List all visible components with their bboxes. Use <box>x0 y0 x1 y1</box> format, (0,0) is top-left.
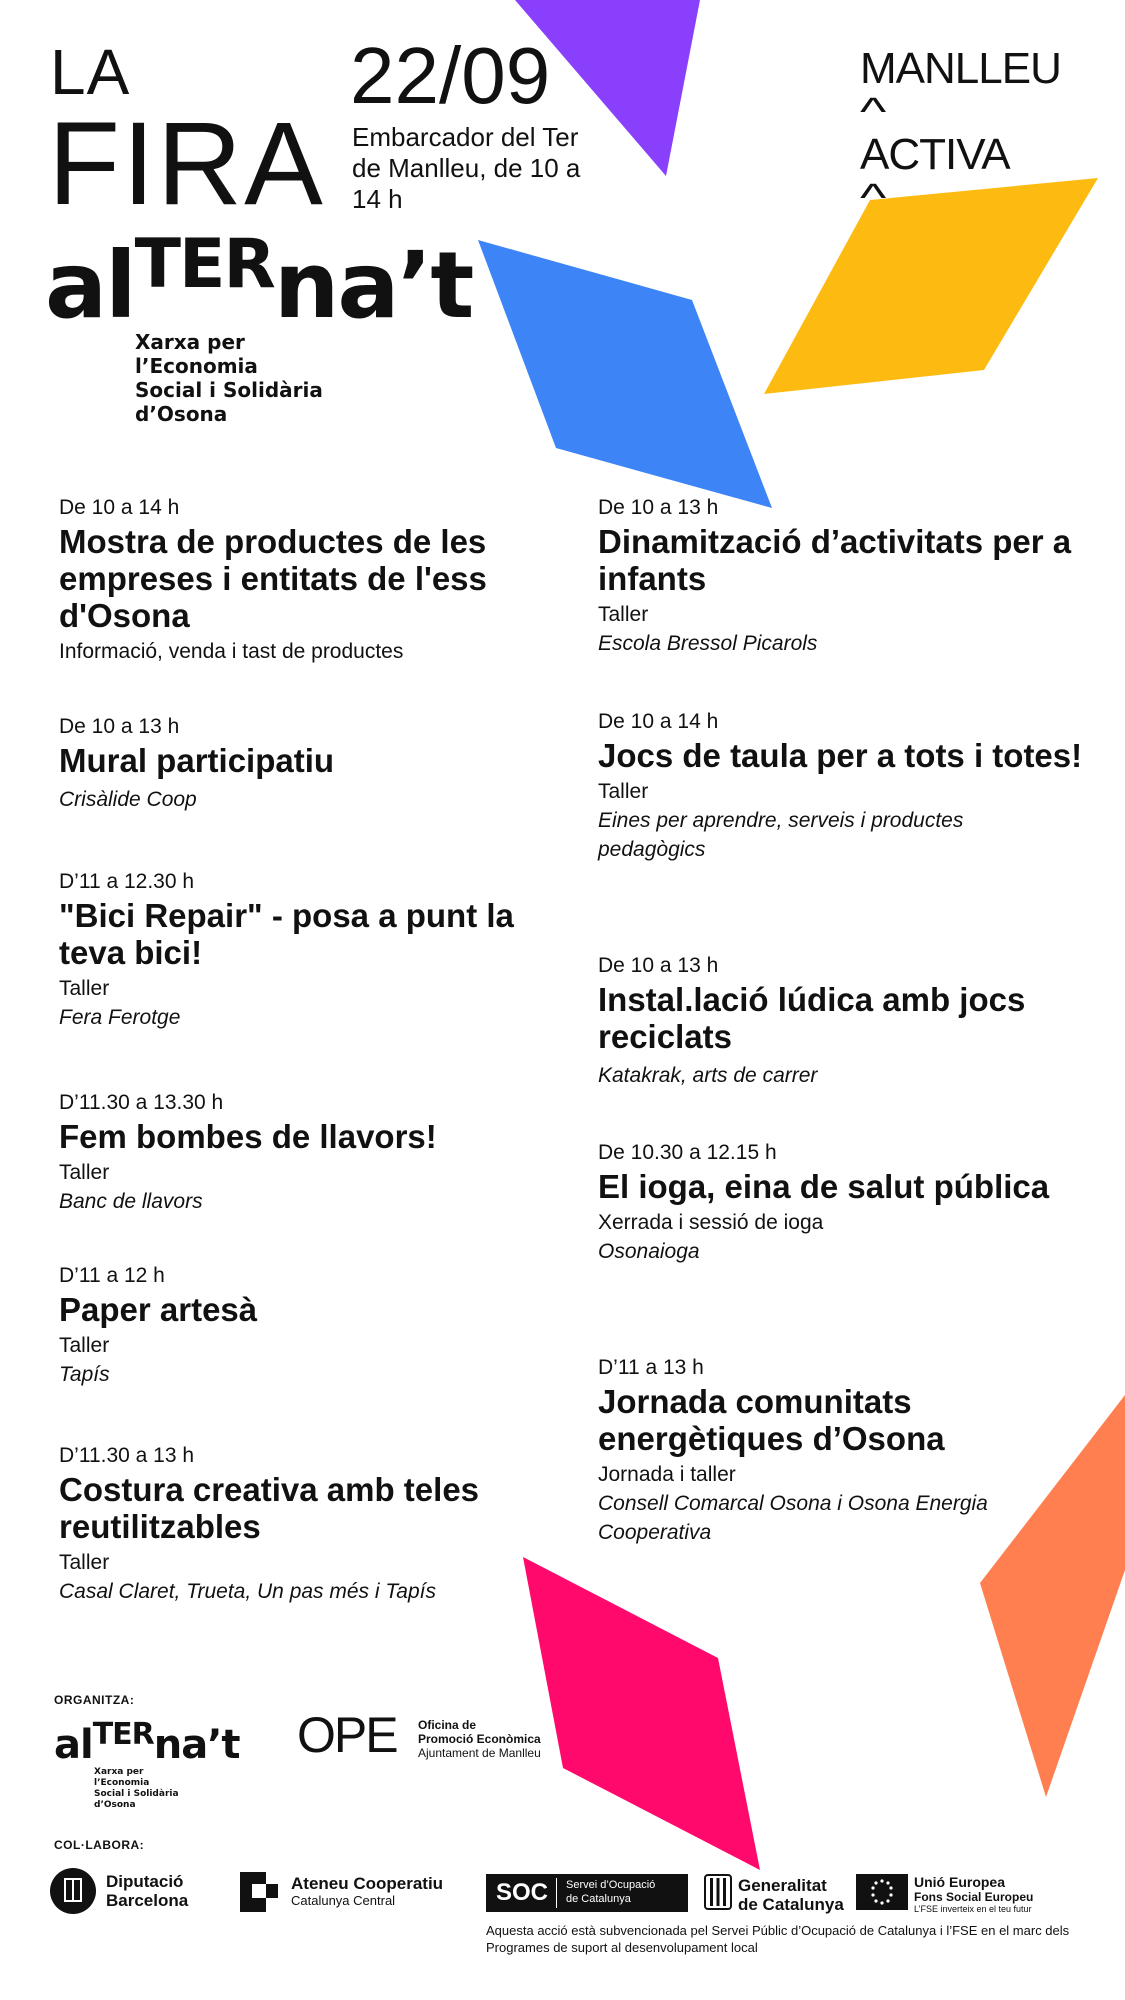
event-place: Embarcador del Ter de Manlleu, de 10 a 14 h <box>352 122 581 214</box>
blue-shape <box>478 240 772 508</box>
event-time: De 10 a 13 h <box>598 496 719 519</box>
tagline-line: l’Economia <box>94 1778 150 1788</box>
event-item <box>59 495 559 666</box>
ope-line: Ajuntament de Manlleu <box>418 1746 541 1760</box>
event-org: Banc de llavors <box>59 1190 203 1213</box>
soc-text <box>566 1878 655 1906</box>
event-title: Fem bombes de llavors! <box>59 1118 437 1155</box>
event-date: 22/09 <box>350 31 551 120</box>
event-item <box>598 953 1098 1090</box>
manlleu-activa-logo <box>860 44 1061 220</box>
logo-line: L’FSE inverteix en el teu futur <box>914 1904 1032 1914</box>
event-item <box>598 495 1098 658</box>
logo-line: Ateneu Cooperatiu <box>291 1874 444 1893</box>
event-time: D’11.30 a 13.30 h <box>59 1091 224 1114</box>
event-time: D’11 a 12 h <box>59 1264 165 1287</box>
divider <box>556 1878 557 1908</box>
alternat-small-tagline <box>94 1767 179 1811</box>
event-title: Jocs de taula per a tots i totes! <box>598 737 1083 774</box>
alternat-na: na’t <box>153 1722 240 1768</box>
disclaimer-text: Aquesta acció està subvencionada pel Servei Públic d’Ocupació de Catalunya i l’FSE en el marc dels Programes de suport al desenvolupament local <box>486 1923 1070 1955</box>
event-title: Instal.lació lúdica amb jocs reciclats <box>598 981 1026 1055</box>
ope-line: Oficina de <box>418 1718 477 1732</box>
ue-logo-text <box>914 1874 1033 1915</box>
event-org: Katakrak, arts de carrer <box>598 1064 818 1087</box>
event-title: Dinamització d’activitats per a infants <box>598 523 1072 597</box>
event-time: De 10 a 13 h <box>598 954 719 977</box>
manlleu-text: MANLLEU <box>860 44 1061 93</box>
event-kind: Taller <box>59 977 110 1000</box>
alternat-ter: TER <box>134 225 274 304</box>
alternat-ter: TER <box>92 1717 154 1752</box>
tagline-line: d’Osona <box>94 1800 136 1810</box>
alternat-na: na’t <box>273 232 473 339</box>
event-title: Mostra de productes de les empreses i entitats de l'ess d'Osona <box>59 523 487 634</box>
event-title: El ioga, eina de salut pública <box>598 1168 1050 1205</box>
event-item <box>59 714 559 814</box>
title-fira: FIRA <box>48 98 325 230</box>
event-title: Costura creativa amb teles reutilitzables <box>59 1471 480 1545</box>
ateneu-emblem-icon <box>240 1872 280 1912</box>
generalitat-emblem-icon <box>704 1874 732 1910</box>
activa-text: ACTIVA <box>860 130 1010 179</box>
event-kind: Informació, venda i tast de productes <box>59 640 404 663</box>
event-org: Eines per aprendre, serveis i productes pedagògics <box>598 809 964 861</box>
ateneu-logo-text <box>291 1874 443 1908</box>
event-item <box>598 1355 1098 1547</box>
caret-icon: ^ <box>860 90 885 134</box>
event-org: Escola Bressol Picarols <box>598 632 818 655</box>
logo-line: Servei d’Ocupació <box>566 1879 656 1891</box>
event-org: Casal Claret, Trueta, Un pas més i Tapís <box>59 1580 436 1603</box>
alternat-al: al <box>54 1722 93 1768</box>
diputacio-logo-text <box>106 1872 188 1910</box>
event-title: Paper artesà <box>59 1291 258 1328</box>
logo-line: de Catalunya <box>566 1893 631 1905</box>
event-item <box>59 1090 559 1216</box>
eu-flag-icon <box>856 1874 908 1910</box>
event-org: Tapís <box>59 1363 110 1386</box>
event-item <box>59 869 559 1032</box>
event-time: De 10 a 14 h <box>598 710 719 733</box>
soc-logo <box>486 1874 688 1912</box>
tagline-line: l’Economia <box>135 354 258 378</box>
title-la: LA <box>50 36 131 108</box>
alternat-tagline <box>135 330 323 426</box>
event-time: De 10 a 14 h <box>59 496 180 519</box>
event-item <box>598 709 1098 864</box>
event-kind: Xerrada i sessió de ioga <box>598 1211 824 1234</box>
shield-icon <box>50 1868 96 1914</box>
event-time: D’11.30 a 13 h <box>59 1444 195 1467</box>
event-title: Jornada comunitats energètiques d’Osona <box>598 1383 945 1457</box>
logo-line: Generalitat <box>738 1876 827 1895</box>
organitza-label: ORGANITZA: <box>54 1693 135 1707</box>
event-title: "Bici Repair" - posa a punt la teva bici! <box>59 897 514 971</box>
event-kind: Taller <box>598 603 649 626</box>
caret-icon: ^ <box>860 176 885 220</box>
event-kind: Taller <box>59 1161 110 1184</box>
logo-line: Catalunya Central <box>291 1893 396 1908</box>
event-item <box>598 1140 1098 1266</box>
event-kind: Taller <box>59 1334 110 1357</box>
logo-line: de Catalunya <box>738 1895 844 1914</box>
event-org: Fera Ferotge <box>59 1006 181 1029</box>
soc-mark: SOC <box>496 1879 549 1906</box>
event-time: De 10 a 13 h <box>59 715 180 738</box>
tagline-line: Xarxa per <box>94 1767 144 1777</box>
alternat-logo <box>45 225 473 339</box>
event-item <box>59 1443 559 1606</box>
tagline-line: Social i Solidària <box>94 1789 179 1799</box>
logo-line: Barcelona <box>106 1891 189 1910</box>
tagline-line: Social i Solidària <box>135 378 323 402</box>
event-title: Mural participatiu <box>59 742 335 779</box>
tagline-line: Xarxa per <box>135 330 245 354</box>
event-kind: Taller <box>59 1551 110 1574</box>
event-item <box>59 1263 559 1389</box>
event-time: De 10.30 a 12.15 h <box>598 1141 777 1164</box>
diputacio-emblem-icon <box>50 1868 96 1914</box>
event-time: D’11 a 13 h <box>598 1356 704 1379</box>
logo-line: Diputació <box>106 1872 184 1891</box>
logo-line: Fons Social Europeu <box>914 1890 1034 1904</box>
event-kind: Taller <box>598 780 649 803</box>
tagline-line: d’Osona <box>135 402 228 426</box>
ope-line: Promoció Econòmica <box>418 1732 541 1746</box>
alternat-al: al <box>45 232 135 339</box>
ope-logo-mark: OPE <box>297 1707 397 1763</box>
event-kind: Jornada i taller <box>598 1463 736 1486</box>
ope-logo-text <box>418 1718 541 1760</box>
event-org: Crisàlide Coop <box>59 788 197 811</box>
logo-line: Unió Europea <box>914 1874 1006 1890</box>
event-org: Osonaioga <box>598 1240 700 1263</box>
alternat-small-logo <box>54 1717 240 1768</box>
event-org: Consell Comarcal Osona i Osona Energia Cooperativa <box>598 1492 988 1544</box>
colabora-label: COL·LABORA: <box>54 1838 145 1852</box>
generalitat-logo-text <box>738 1876 844 1914</box>
event-time: D’11 a 12.30 h <box>59 870 195 893</box>
